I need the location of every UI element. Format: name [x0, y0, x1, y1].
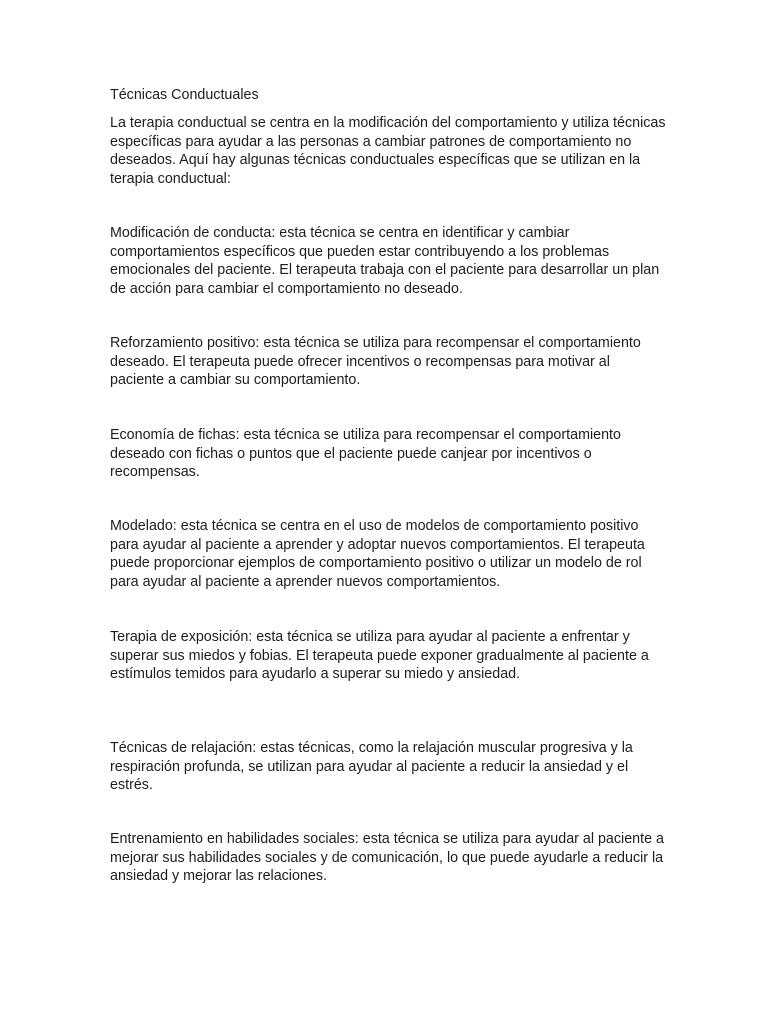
technique-paragraph-exposicion: Terapia de exposición: esta técnica se utiliza para ayudar al paciente a enfrentar y superar sus miedos y fobias. El terapeuta puede exponer gradualmente al paciente a estímulos temidos para ayudarlo a superar su miedo y ansiedad.	[110, 629, 649, 683]
technique-paragraph-reforzamiento: Reforzamiento positivo: esta técnica se utiliza para recompensar el comportamiento deseado. El terapeuta puede ofrecer incentivos o recompensas para motivar al paciente a cambiar su comportamiento.	[110, 335, 641, 389]
document-title: Técnicas Conductuales	[110, 87, 259, 103]
intro-paragraph: La terapia conductual se centra en la modificación del comportamiento y utiliza técnicas específicas para ayudar a las personas a cambiar patrones de comportamiento no deseados. Aquí hay algunas técnicas conductuales específicas que se utilizan en la terapia conductual:	[110, 115, 666, 187]
technique-paragraph-modificacion: Modificación de conducta: esta técnica se centra en identificar y cambiar comportamientos específicos que pueden estar contribuyendo a los problemas emocionales del paciente. El terapeuta trabaja con el paciente para desarrollar un plan de acción para cambiar el comportamiento no deseado.	[110, 225, 660, 297]
technique-paragraph-relajacion: Técnicas de relajación: estas técnicas, como la relajación muscular progresiva y la respiración profunda, se utilizan para ayudar al paciente a reducir la ansiedad y el estrés.	[110, 740, 633, 794]
technique-paragraph-economia: Economía de fichas: esta técnica se utiliza para recompensar el comportamiento deseado con fichas o puntos que el paciente puede canjear por incentivos o recompensas.	[110, 427, 621, 481]
technique-paragraph-habilidades: Entrenamiento en habilidades sociales: esta técnica se utiliza para ayudar al paciente a mejorar sus habilidades sociales y de comunicación, lo que puede ayudarle a reducir la ansiedad y mejorar las relaciones.	[110, 831, 664, 885]
technique-paragraph-modelado: Modelado: esta técnica se centra en el uso de modelos de comportamiento positivo para ayudar al paciente a aprender y adoptar nuevos comportamientos. El terapeuta puede proporcionar ejemplos de comportamiento positivo o utilizar un modelo de rol para ayudar al paciente a aprender nuevos comportamientos.	[110, 518, 645, 590]
